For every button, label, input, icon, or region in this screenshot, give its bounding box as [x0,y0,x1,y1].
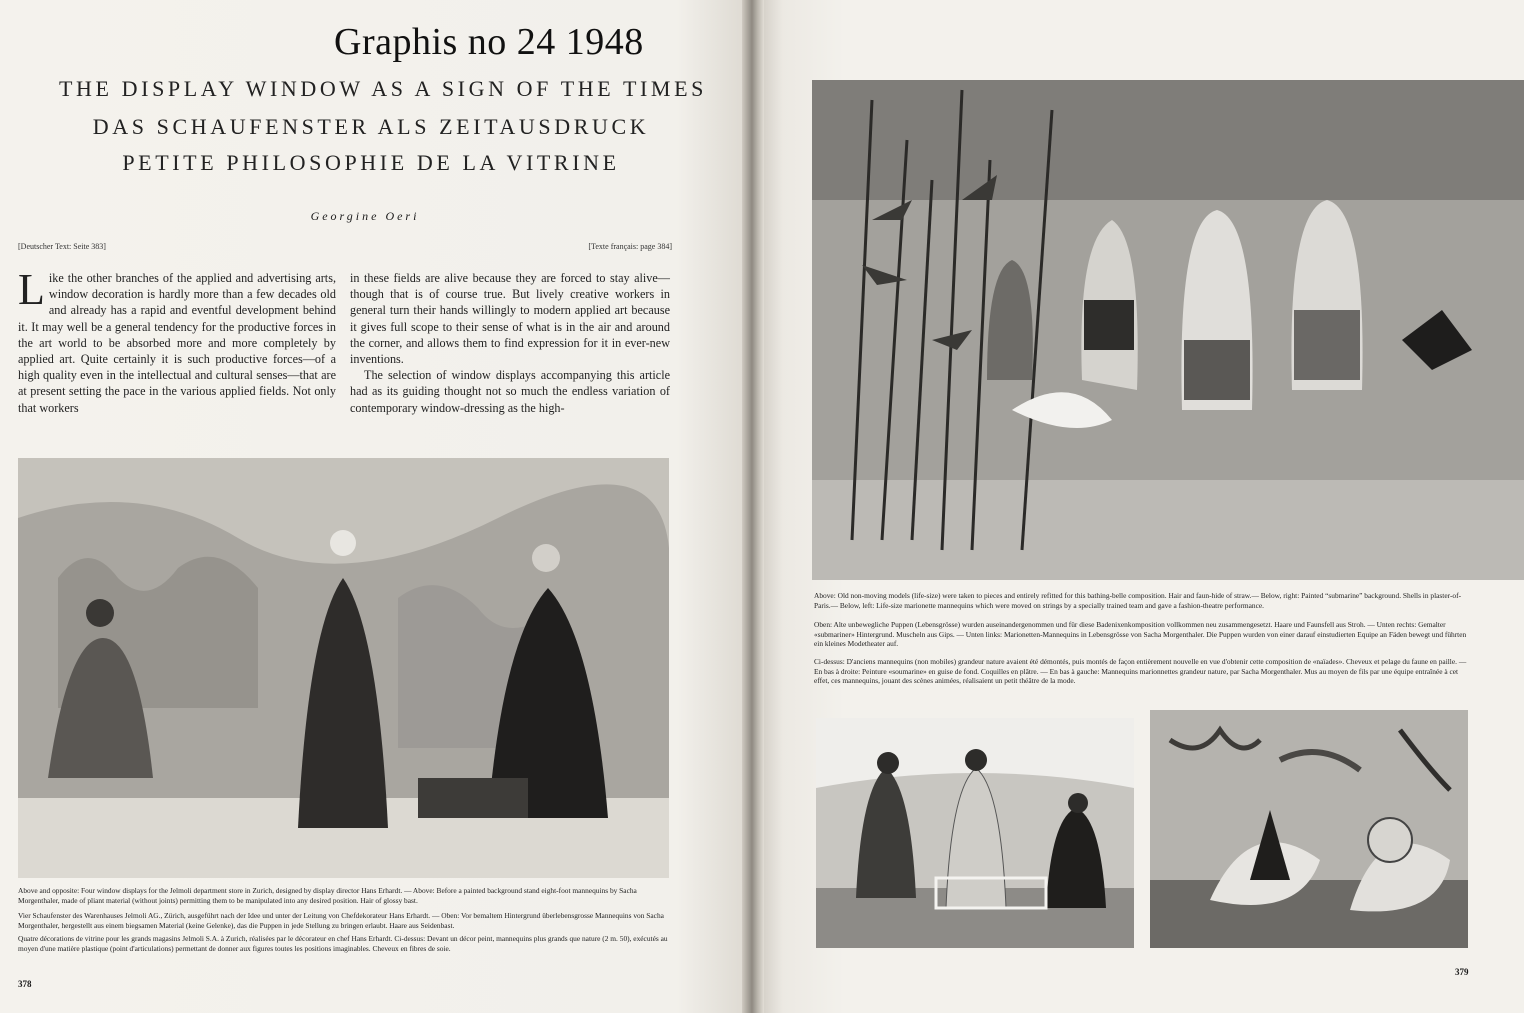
photo-bathing-belle-window [812,80,1524,580]
crossref-german: [Deutscher Text: Seite 383] [18,242,106,251]
photo-marionette-mannequins [816,718,1134,948]
author-byline: Georgine Oeri [310,209,420,223]
crossref-french: [Texte français: page 384] [588,242,672,251]
photo-main-illustration [18,458,669,878]
book-gutter [742,0,764,1013]
caption-right-french: Ci-dessus: D'anciens mannequins (non mobiles) grandeur nature avaient été démontés, puis montés de façon entièrement nouvelle en vue d'obtenir cette composition de «naïades». Cheveux et pelage du faune en paille. — En bas à droite: Peinture «soumarine» en guise de fond. Coquilles en plâtre. — En bas à gauche: Mannequins marionnettes grandeur nature, par Sacha Morgenthaler. Mus au moyen de fils par une équipe entraînée à cet effet, ces mannequins, jouant des scènes animées, réalisaient un petit théâtre de la mode. [814,657,1467,686]
drop-cap: L [18,265,45,314]
body-column-1 [18,265,336,416]
title-french: PETITE PHILOSOPHIE DE LA VITRINE [122,150,620,175]
caption-left-german: Vier Schaufenster des Warenhauses Jelmoli AG., Zürich, ausgeführt nach der Idee und unter der Leitung von Chefdekorateur Hans Erhardt. — Oben: Vor bemaltem Hintergrund überlebensgrosse Mannequins von Sacha Morgenthaler, hergestellt aus einem biegsamen Material (keine Gelenke), das die Puppen in jede Stellung zu bringen erlaubt. Haare aus Seidenbast. [18,911,664,930]
title-english: THE DISPLAY WINDOW AS A SIGN OF THE TIMES [59,76,707,101]
body-text-col2-para2: The selection of window displays accompanying this article had as its guiding thought not so much the endless variation of contemporary window-dressing as the high- [350,368,670,415]
title-german: DAS SCHAUFENSTER ALS ZEITAUSDRUCK [92,114,650,139]
body-column-2 [350,270,670,416]
photo-small-left-illustration [816,718,1134,948]
body-text-col2-para1: in these fields are alive because they are forced to stay alive—though that is of course true. But lively creative workers in general turn their hands willingly to modern applied art because it gives full scope to their sense of what is in the air and around the corner, and allows them to find expression for it in ever-new inventions. [350,271,670,367]
caption-right-german: Oben: Alte unbewegliche Puppen (Lebensgrösse) wurden auseinandergenommen und für diese Badenixenkomposition vollkommen neu zusammengesetzt. Haare und Faunsfell aus Stroh. — Unten rechts: Gemalter «submariner» Hintergrund. Muscheln aus Gips. — Unten links: Marionetten-Mannequins in Lebensgrösse von Sacha Morgenthaler. Die Puppen wurden von einer darauf einstudierten Equipe an Fäden bewegt und führten ein kleines Modetheater auf. [814,620,1467,649]
caption-left-french: Quatre décorations de vitrine pour les grands magasins Jelmoli S.A. à Zurich, réalisées par le décorateur en chef Hans Erhardt. Ci-dessus: Devant un décor peint, mannequins plus grands que nature (2 m. 50), exécutés au moyen d'une matière plastique (point d'articulations) permettant de donner aux figures toutes les positions imaginables. Cheveux en fibres de soie. [18,934,668,953]
caption-right-english: Above: Old non-moving models (life-size) were taken to pieces and entirely refitted for this bathing-belle composition. Hair and faun-hide of straw.— Below, right: Painted “submarine” background. Shells in plaster-of-Paris.— Below, left: Life-size marionette mannequins which were moved on strings by a specially trained team and gave a fashion-theatre performance. [814,591,1462,610]
right-page [752,0,1524,1013]
annotation-title: Graphis no 24 1948 [334,21,644,63]
photo-submarine-background [1150,710,1468,948]
caption-left-english: Above and opposite: Four window displays for the Jelmoli department store in Zurich, designed by display director Hans Erhardt. — Above: Before a painted background stand eight-foot mannequins by Sacha Morgenthaler, made of pliant material (without joints) permitting them to be manipulated into any desired position. Hair of glossy bast. [18,886,637,905]
photo-jelmoli-window-painted-background [18,458,669,878]
body-text-col1: ike the other branches of the applied and advertising arts, window decoration is hardly more than a few decades old and already has a rapid and eventful development behind it. It may well be a general tendency for the productive forces in the art world to be absorbed more and more completely by applied art. Quite certainly it is such productive forces—of a high quality even in the intellectual and cultural senses—that are at present setting the pace in the various applied fields. Not only that workers [18,271,336,415]
page-number-left: 378 [18,979,32,989]
photo-small-right-illustration [1150,710,1468,948]
photo-top-illustration [812,80,1524,580]
page-number-right: 379 [1455,967,1469,977]
left-page [0,0,752,1013]
